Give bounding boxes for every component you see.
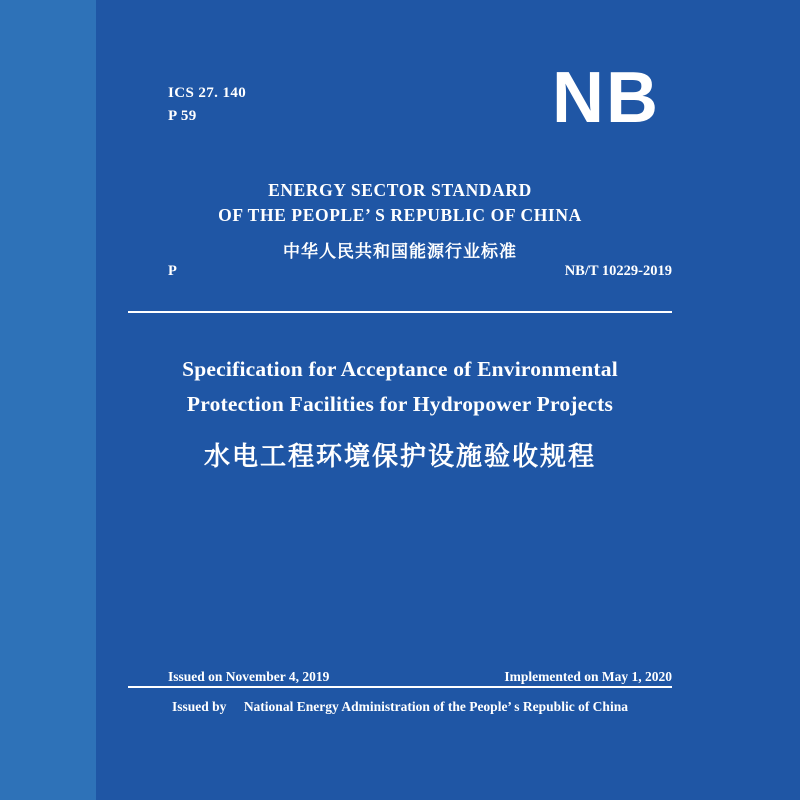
dates-row [168,669,672,685]
divider-top [128,311,672,313]
divider-bottom [128,686,672,688]
ics-code-block [168,82,246,128]
left-accent-stripe [0,0,96,800]
title-en-line-1: Specification for Acceptance of Environmental [182,357,618,381]
issued-by-org: National Energy Administration of the People’ s Republic of China [243,699,628,714]
standard-number: NB/T 10229-2019 [564,263,672,279]
issuing-body-block [0,178,800,262]
title-cn: 水电工程环境保护设施验收规程 [203,442,596,472]
issued-by-label: Issued by [172,699,227,714]
nb-logo: NB [552,58,660,138]
implemented-date: Implemented on May 1, 2020 [504,669,672,684]
left-accent-stripe-divider [96,0,98,800]
issuer-row [0,699,800,715]
org-line-en-2: OF THE PEOPLE’ S REPUBLIC OF CHINA [218,205,582,225]
standard-meta-row [168,263,672,280]
classification-code: P 59 [168,108,197,124]
title-en-line-2: Protection Facilities for Hydropower Projects [186,392,614,416]
org-line-en-1: ENERGY SECTOR STANDARD [268,180,532,200]
category-letter: P [168,263,177,279]
org-line-cn: 中华人民共和国能源行业标准 [283,242,517,262]
issued-date: Issued on November 4, 2019 [168,669,330,684]
title-block [120,352,680,473]
ics-code: ICS 27. 140 [168,85,247,101]
